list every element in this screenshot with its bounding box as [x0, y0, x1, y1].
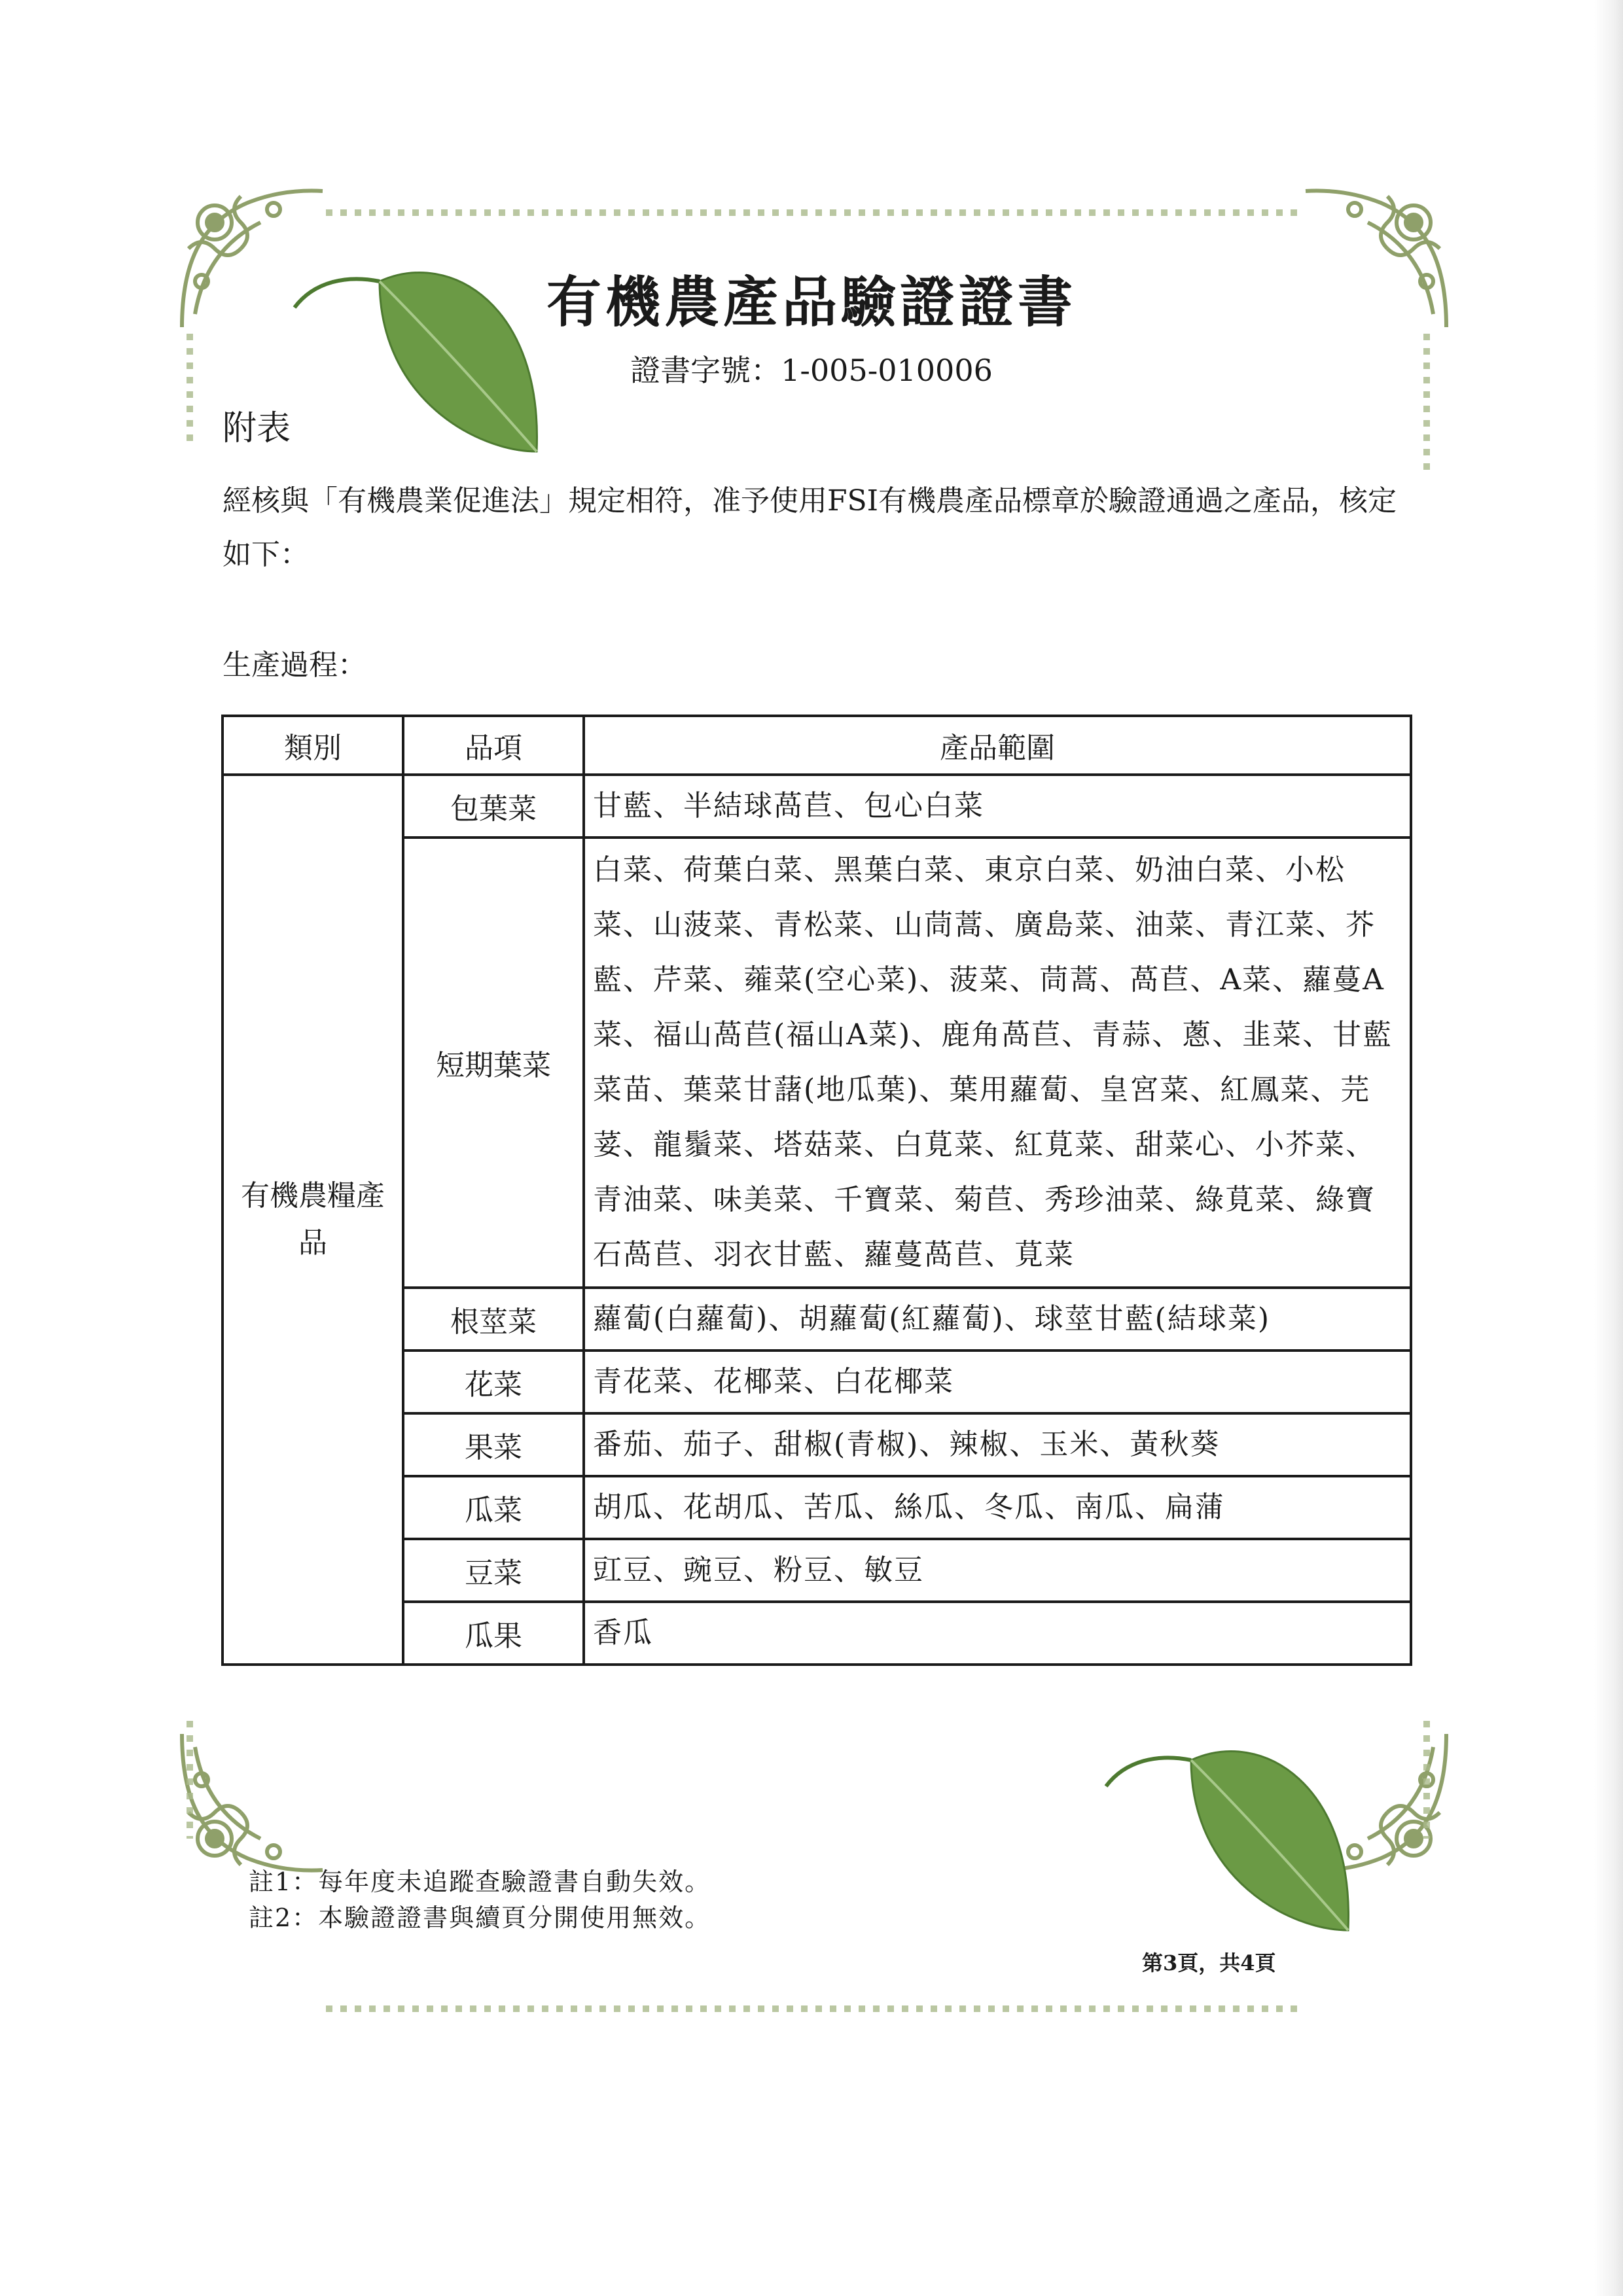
leaf-illustration-bottom	[1093, 1734, 1361, 1950]
ornament-border-top	[326, 209, 1301, 216]
footnote-2: 註2：本驗證證書與續頁分開使用無效。	[249, 1903, 711, 1932]
intro-paragraph: 經核與「有機農業促進法」規定相符，准予使用FSI有機農產品標章於驗證通過之產品，核定如下：	[223, 484, 1397, 571]
item-cell: 豆菜	[403, 1539, 584, 1602]
item-cell: 花菜	[403, 1351, 584, 1413]
item-cell: 根莖菜	[403, 1288, 584, 1351]
ornament-border-bottom	[326, 2005, 1301, 2012]
category-cell: 有機農糧產品	[223, 775, 403, 1665]
scan-page-edge	[1594, 0, 1623, 2296]
range-cell: 白菜、荷葉白菜、黑葉白菜、東京白菜、奶油白菜、小松菜、山菠菜、青松菜、山茼蒿、廣島菜、油菜、青江菜、芥藍、芹菜、蕹菜(空心菜)、菠菜、茼蒿、萵苣、A菜、蘿蔓A菜、福山萵苣(福山A菜)、鹿角萵苣、青蒜、蔥、韭菜、甘藍菜苗、葉菜甘藷(地瓜葉)、葉用蘿蔔、皇宮菜、紅鳳菜、芫荽、龍鬚菜、塔菇菜、白莧菜、紅莧菜、甜菜心、小芥菜、青油菜、味美菜、千寶菜、菊苣、秀珍油菜、綠莧菜、綠寶石萵苣、羽衣甘藍、蘿蔓萵苣、莧菜	[584, 838, 1411, 1288]
item-cell: 短期葉菜	[403, 838, 584, 1288]
range-cell: 豇豆、豌豆、粉豆、敏豆	[584, 1539, 1411, 1602]
ornament-border-right-lower	[1423, 1721, 1430, 1839]
range-cell: 胡瓜、花胡瓜、苦瓜、絲瓜、冬瓜、南瓜、扁蒲	[584, 1476, 1411, 1539]
ornament-border-left-lower	[187, 1721, 193, 1839]
range-cell: 青花菜、花椰菜、白花椰菜	[584, 1351, 1411, 1413]
item-cell: 果菜	[403, 1413, 584, 1476]
ornament-corner-bottom-left	[175, 1727, 326, 1878]
item-cell: 瓜菜	[403, 1476, 584, 1539]
item-cell: 包葉菜	[403, 775, 584, 838]
appendix-label: 附表	[223, 409, 291, 448]
item-cell: 瓜果	[403, 1602, 584, 1665]
range-cell: 蘿蔔(白蘿蔔)、胡蘿蔔(紅蘿蔔)、球莖甘藍(結球菜)	[584, 1288, 1411, 1351]
certificate-title: 有機農產品驗證證書	[546, 270, 1077, 334]
product-scope-table	[221, 715, 1412, 1666]
section-label: 生產過程：	[223, 648, 366, 682]
header-category: 類別	[223, 716, 403, 775]
footnote-1: 註1：每年度未追蹤查驗證書自動失效。	[249, 1867, 711, 1896]
header-range: 產品範圍	[584, 716, 1411, 775]
certificate-number: 證書字號：1-005-010006	[630, 353, 993, 388]
header-item: 品項	[403, 716, 584, 775]
range-cell: 番茄、茄子、甜椒(青椒)、辣椒、玉米、黃秋葵	[584, 1413, 1411, 1476]
table-header-row	[223, 716, 1411, 775]
range-cell: 香瓜	[584, 1602, 1411, 1665]
range-cell: 甘藍、半結球萵苣、包心白菜	[584, 775, 1411, 838]
table-row	[223, 775, 1411, 838]
page-indicator: 第3頁，共4頁	[1142, 1951, 1276, 1975]
